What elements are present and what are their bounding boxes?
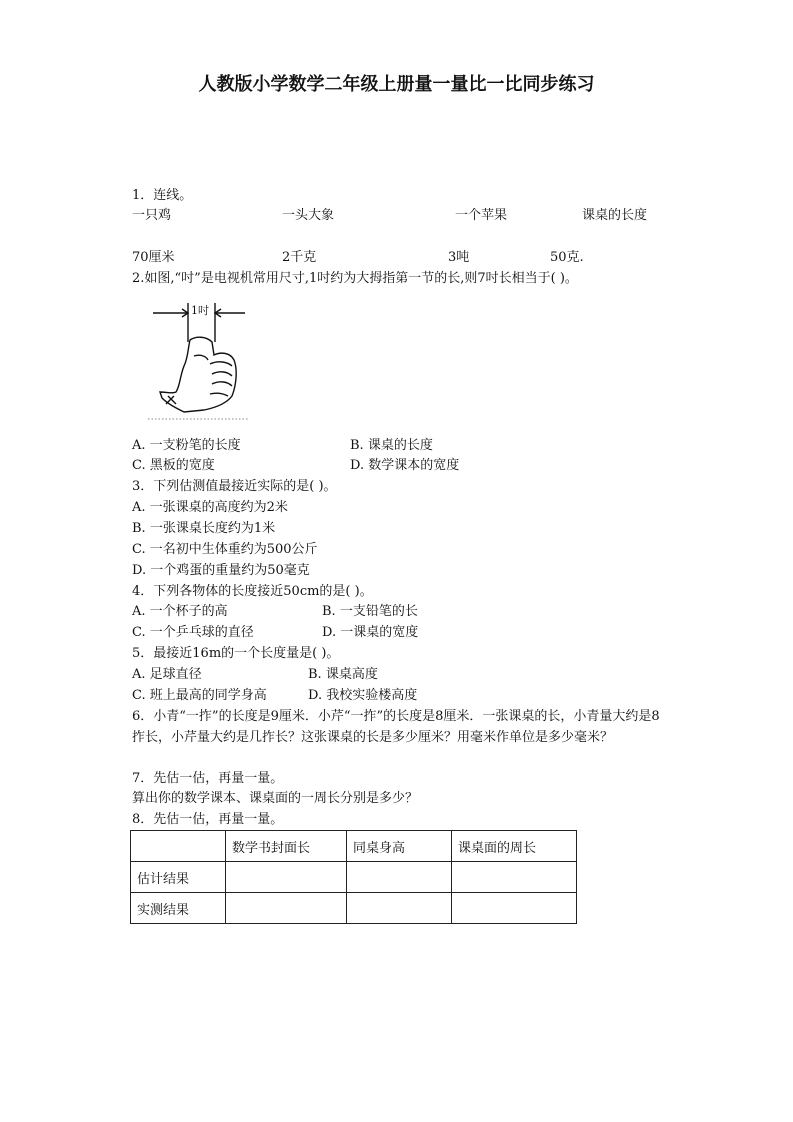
answer-cell[interactable] [226, 893, 347, 924]
answer-cell[interactable] [226, 862, 347, 893]
q3-option: A. 一张课桌的高度约为2米 [132, 500, 288, 515]
q2-option: D. 数学课本的宽度 [350, 458, 460, 473]
q2-option: A. 一支粉笔的长度 [132, 438, 241, 453]
q8-stem: 8．先估一估，再量一量。 [132, 812, 284, 827]
q1-answer: 50克. [550, 250, 584, 265]
answer-cell[interactable] [347, 862, 452, 893]
table-row [131, 862, 577, 893]
q1-answer: 2千克 [282, 250, 317, 265]
q5-option: D. 我校实验楼高度 [308, 688, 418, 703]
q2-option: B. 课桌的长度 [350, 438, 433, 453]
q3-option: B. 一张课桌长度约为1米 [132, 521, 276, 536]
q4-option: A. 一个杯子的高 [132, 604, 228, 619]
row-label: 估计结果 [131, 862, 226, 893]
q4-option: D. 一课桌的宽度 [322, 625, 419, 640]
answer-cell[interactable] [347, 893, 452, 924]
q1-item: 一头大象 [282, 208, 335, 223]
table-header-cell: 同桌身高 [347, 831, 452, 862]
q3-option: C. 一名初中生体重约为500公斤 [132, 542, 318, 557]
q2-stem: 2.如图,“吋”是电视机常用尺寸,1吋约为大拇指第一节的长,则7吋长相当于( )。 [132, 271, 578, 286]
row-label: 实测结果 [131, 893, 226, 924]
q4-option: C. 一个乒乓球的直径 [132, 625, 254, 640]
figure-label: 1吋 [191, 304, 209, 317]
q1-answer: 70厘米 [132, 250, 175, 265]
page-title: 人教版小学数学二年级上册量一量比一比同步练习 [198, 74, 595, 95]
answer-cell[interactable] [452, 893, 577, 924]
q5-option: A. 足球直径 [132, 667, 202, 682]
table-row [131, 893, 577, 924]
q1-stem: 1．连线。 [132, 188, 193, 203]
q7-subtext: 算出你的数学课本、课桌面的一周长分别是多少？ [132, 791, 419, 806]
q7-stem: 7．先估一估，再量一量。 [132, 771, 284, 786]
q3-stem: 3．下列估测值最接近实际的是( )。 [132, 479, 337, 494]
measurement-table [130, 830, 577, 924]
q3-option: D. 一个鸡蛋的重量约为50毫克 [132, 563, 310, 578]
q4-option: B. 一支铅笔的长 [322, 604, 418, 619]
table-header-cell: 课桌面的周长 [452, 831, 577, 862]
table-header-cell [131, 831, 226, 862]
q6-text: 6．小青“一拃”的长度是9厘米．小芹“一拃”的长度是8厘米．一张课桌的长，小青量大约是8拃长，小芹量大约是几拃长？这张课桌的长是多少厘米？用毫米作单位是多少毫米？ [132, 709, 660, 745]
q5-option: B. 课桌高度 [308, 667, 378, 682]
answer-cell[interactable] [452, 862, 577, 893]
q2-option: C. 黑板的宽度 [132, 458, 215, 473]
q5-stem: 5．最接近16m的一个长度量是( )。 [132, 646, 340, 661]
table-header-row [131, 831, 577, 862]
q5-option: C. 班上最高的同学身高 [132, 688, 267, 703]
q1-item: 一只鸡 [132, 208, 172, 223]
q1-answer: 3吨 [448, 250, 470, 265]
thumb-figure [148, 300, 248, 420]
q1-item: 课桌的长度 [582, 208, 648, 223]
q1-item: 一个苹果 [455, 208, 508, 223]
q4-stem: 4．下列各物体的长度接近50cm的是( )。 [132, 584, 373, 599]
table-header-cell: 数学书封面长 [226, 831, 347, 862]
